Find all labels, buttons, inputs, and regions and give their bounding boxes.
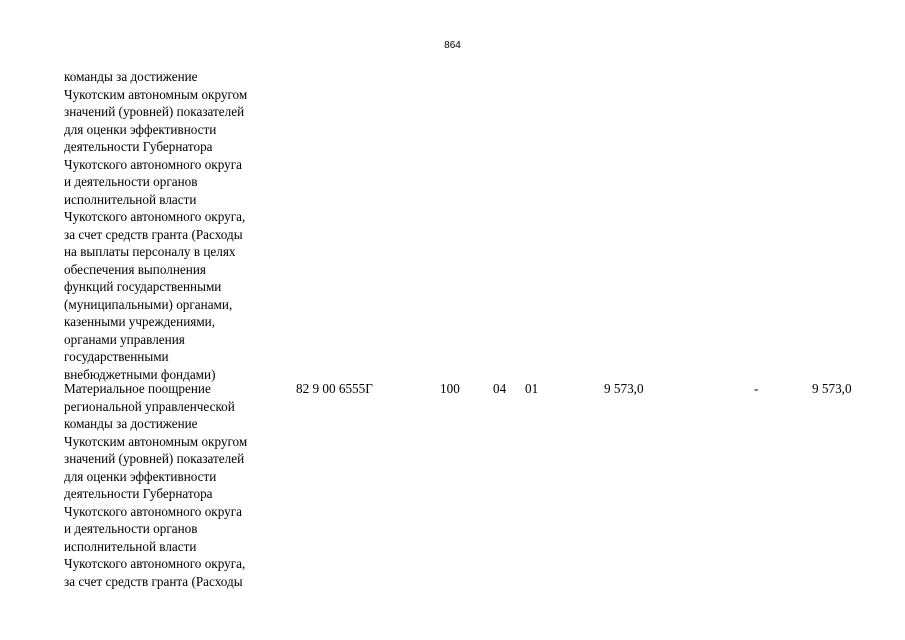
row-description-line: исполнительной власти	[64, 538, 197, 554]
row-description-line: государственными	[64, 349, 169, 364]
row-description-line: региональной управленческой	[64, 398, 235, 414]
row-description-line: Чукотского автономного округа	[64, 503, 242, 519]
row-description-line: функций государственными	[64, 279, 222, 294]
row-description-line: Чукотским автономным округом	[64, 86, 248, 102]
row-description-line: и деятельности органов	[64, 521, 198, 536]
row-description-line: Чукотским автономным округом	[64, 433, 248, 449]
row-description-line: для оценки эффективности	[64, 468, 217, 484]
row-description-line: за счет средств гранта (Расходы	[64, 573, 243, 589]
amount-regional: 9 573,0	[812, 381, 852, 396]
row-description-line: Чукотского автономного округа	[64, 156, 242, 172]
row-description-line: за счет средств гранта (Расходы	[64, 226, 243, 242]
amount-total: 9 573,0	[604, 381, 644, 396]
row-description-line: на выплаты персоналу в целях	[64, 244, 236, 259]
row-description-line: внебюджетными фондами)	[64, 366, 216, 382]
row-description-line: обеспечения выполнения	[64, 261, 206, 277]
row-description-line: Материальное поощрение	[64, 381, 211, 396]
subsection-code: 01	[525, 381, 539, 396]
row-description-line: команды за достижение	[64, 69, 198, 84]
row-description-line: Чукотского автономного округа,	[64, 209, 246, 224]
row-description-line: казенными учреждениями,	[64, 314, 216, 329]
amount-federal: -	[754, 381, 759, 396]
row-description-line: органами управления	[64, 331, 185, 347]
expense-type-code: 100	[440, 381, 460, 396]
row-description-line: Чукотского автономного округа,	[64, 556, 246, 571]
row-description-line: для оценки эффективности	[64, 121, 217, 137]
row-description-line: (муниципальными) органами,	[64, 296, 233, 312]
section-code: 04	[493, 381, 507, 396]
row-description-line: деятельности Губернатора	[64, 139, 213, 154]
row-description-line: и деятельности органов	[64, 174, 198, 189]
row-description-line: деятельности Губернатора	[64, 486, 213, 501]
row-description-line: значений (уровней) показателей	[64, 451, 245, 466]
row-description-line: значений (уровней) показателей	[64, 104, 245, 119]
target-article-code: 82 9 00 6555Г	[296, 381, 373, 396]
row-description-line: исполнительной власти	[64, 191, 197, 207]
page-number: 864	[444, 40, 461, 51]
row-description-line: команды за достижение	[64, 416, 198, 431]
